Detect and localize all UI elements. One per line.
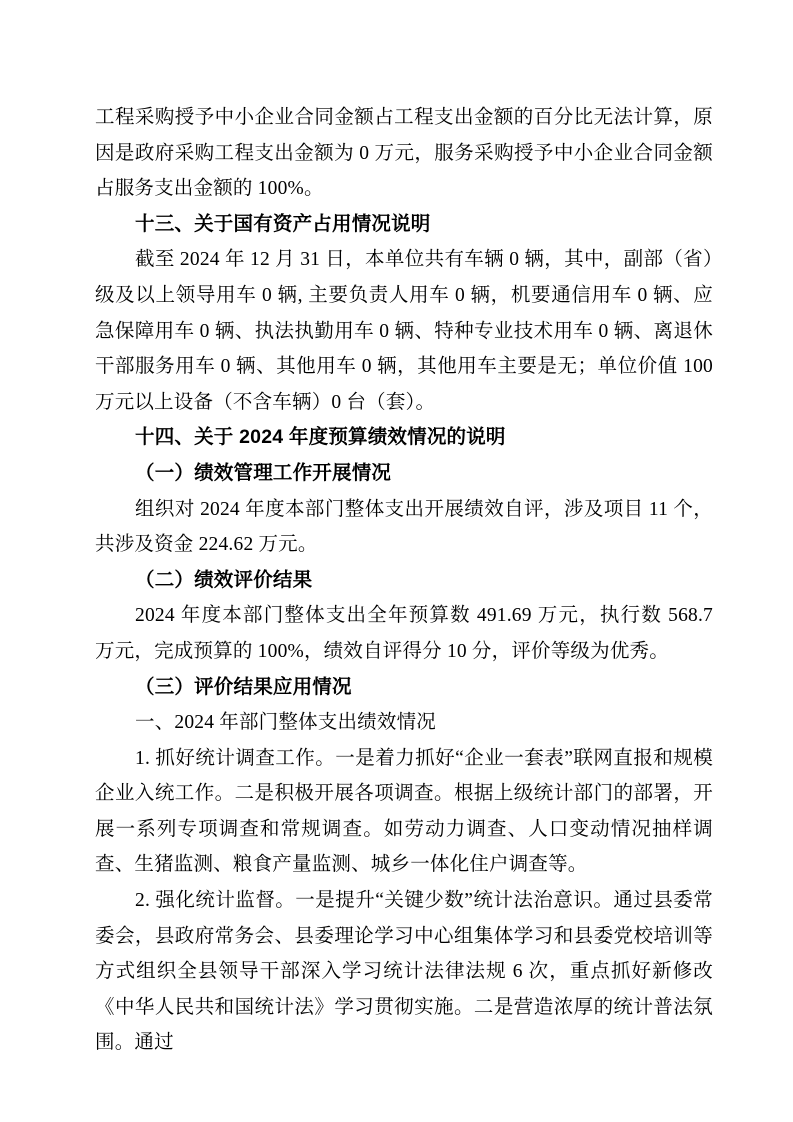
heading-sub-3-result-application: （三）评价结果应用情况 — [135, 675, 352, 698]
heading-sub-1-performance-management: （一）绩效管理工作开展情况 — [135, 461, 392, 484]
para-overall-expenditure-performance-title: 一、2024 年部门整体支出绩效情况 — [135, 712, 436, 734]
heading-section-14-budget-performance: 十四、关于 2024 年度预算绩效情况的说明 — [135, 426, 506, 449]
para-self-evaluation-scope: 组织对 2024 年度本部门整体支出开展绩效自评，涉及项目 11 个，共涉及资金 224.62 万元。 — [95, 498, 713, 556]
para-budget-execution-results: 2024 年度本部门整体支出全年预算数 491.69 万元，执行数 568.7 万元，完成预算的 100%，绩效自评得分 10 分，评价等级为优秀。 — [95, 605, 713, 662]
heading-sub-2-evaluation-results: （二）绩效评价结果 — [135, 568, 313, 591]
para-vehicles-and-equipment: 截至 2024 年 12 月 31 日，本单位共有车辆 0 辆，其中，副部（省）级及以上领导用车 0 辆, 主要负责人用车 0 辆，机要通信用车 0 辆、应急保障用车 0 辆、执法执勤用车 0 辆、特种专业技术用车 0 辆、离退休干部服务用车 0 辆、其他用车 0 辆，其他用车主要是无；单位价值 100 万元以上设备（不含车辆）0 台（套）。 — [95, 249, 713, 413]
para-procurement-percentage: 工程采购授予中小企业合同金额占工程支出金额的百分比无法计算，原因是政府采购工程支出金额为 0 万元，服务采购授予中小企业合同金额占服务支出金额的 100%。 — [95, 107, 713, 200]
para-statistical-survey-work: 1. 抓好统计调查工作。一是着力抓好“企业一套表”联网直报和规模企业入统工作。二是积极开展各项调查。根据上级统计部门的部署，开展一系列专项调查和常规调查。如劳动力调查、人口变动情况抽样调查、生猪监测、粮食产量监测、城乡一体化住户调查等。 — [95, 747, 713, 876]
heading-section-13-state-assets: 十三、关于国有资产占用情况说明 — [135, 212, 431, 235]
document-text-body — [95, 100, 713, 1061]
para-statistical-supervision: 2. 强化统计监督。一是提升“关键少数”统计法治意识。通过县委常委会，县政府常务会、县委理论学习中心组集体学习和县委党校培训等方式组织全县领导干部深入学习统计法律法规 6 次，重点抓好新修改《中华人民共和国统计法》学习贯彻实施。二是营造浓厚的统计普法氛围。通过 — [95, 890, 713, 1054]
